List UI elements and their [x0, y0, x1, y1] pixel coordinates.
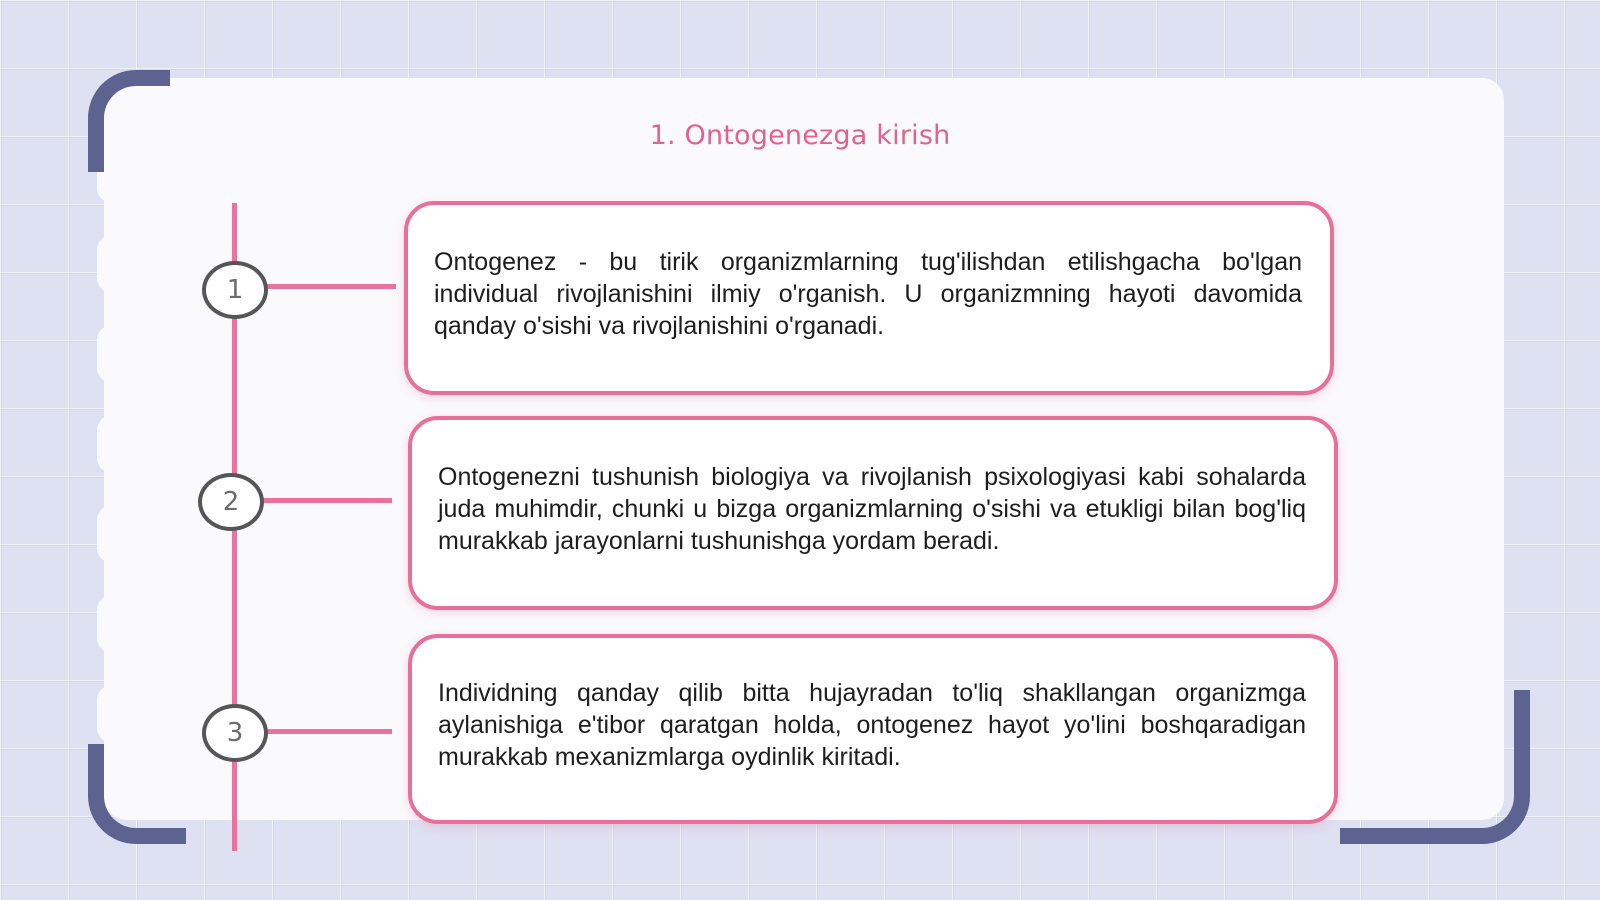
step-card-text: Ontogenezni tushunish biologiya va rivojlanish psixologiyasi kabi sohalarda juda muhimdir, chunki u bizga organizmlarning o'sishi va etukligi bilan bog'liq murakkab jarayonlarni tushunishga yordam beradi. — [438, 463, 1306, 555]
paper-edge-scallop — [97, 235, 127, 293]
slide-title: 1. Ontogenezga kirish — [649, 120, 951, 151]
step-number: 3 — [226, 718, 244, 748]
step-card-text: Individning qanday qilib bitta hujayradan to'liq shakllangan organizmga aylanishiga e'tibor qaratgan holda, ontogenez hayot yo'lini boshqaradigan murakkab mexanizmlarga oydinlik kiritadi. — [438, 679, 1306, 771]
step-card-3 — [408, 634, 1338, 824]
step-card-2 — [408, 416, 1338, 610]
timeline-connector-3 — [262, 729, 392, 734]
paper-edge-scallop — [97, 325, 127, 383]
step-number-badge-2 — [198, 473, 264, 531]
corner-bracket-bottom-right — [1340, 690, 1530, 844]
step-number: 2 — [222, 487, 240, 517]
paper-edge-scallop — [97, 595, 127, 653]
paper-edge-scallop — [97, 505, 127, 563]
step-card-text: Ontogenez - bu tirik organizmlarning tug'ilishdan etilishgacha bo'lgan individual rivojlanishini ilmiy o'rganish. U organizmning hayoti davomida qanday o'sishi va rivojlanishini o'rganadi. — [434, 248, 1302, 340]
step-number-badge-1 — [202, 261, 268, 319]
step-number-badge-3 — [202, 704, 268, 762]
paper-edge-scallop — [97, 415, 127, 473]
timeline-connector-1 — [262, 284, 396, 289]
step-card-1 — [404, 201, 1334, 395]
corner-bracket-top-left — [88, 70, 170, 172]
corner-bracket-bottom-left — [88, 744, 186, 844]
timeline-connector-2 — [258, 498, 392, 503]
paper-edge-scallop — [97, 685, 127, 743]
step-number: 1 — [226, 275, 244, 305]
